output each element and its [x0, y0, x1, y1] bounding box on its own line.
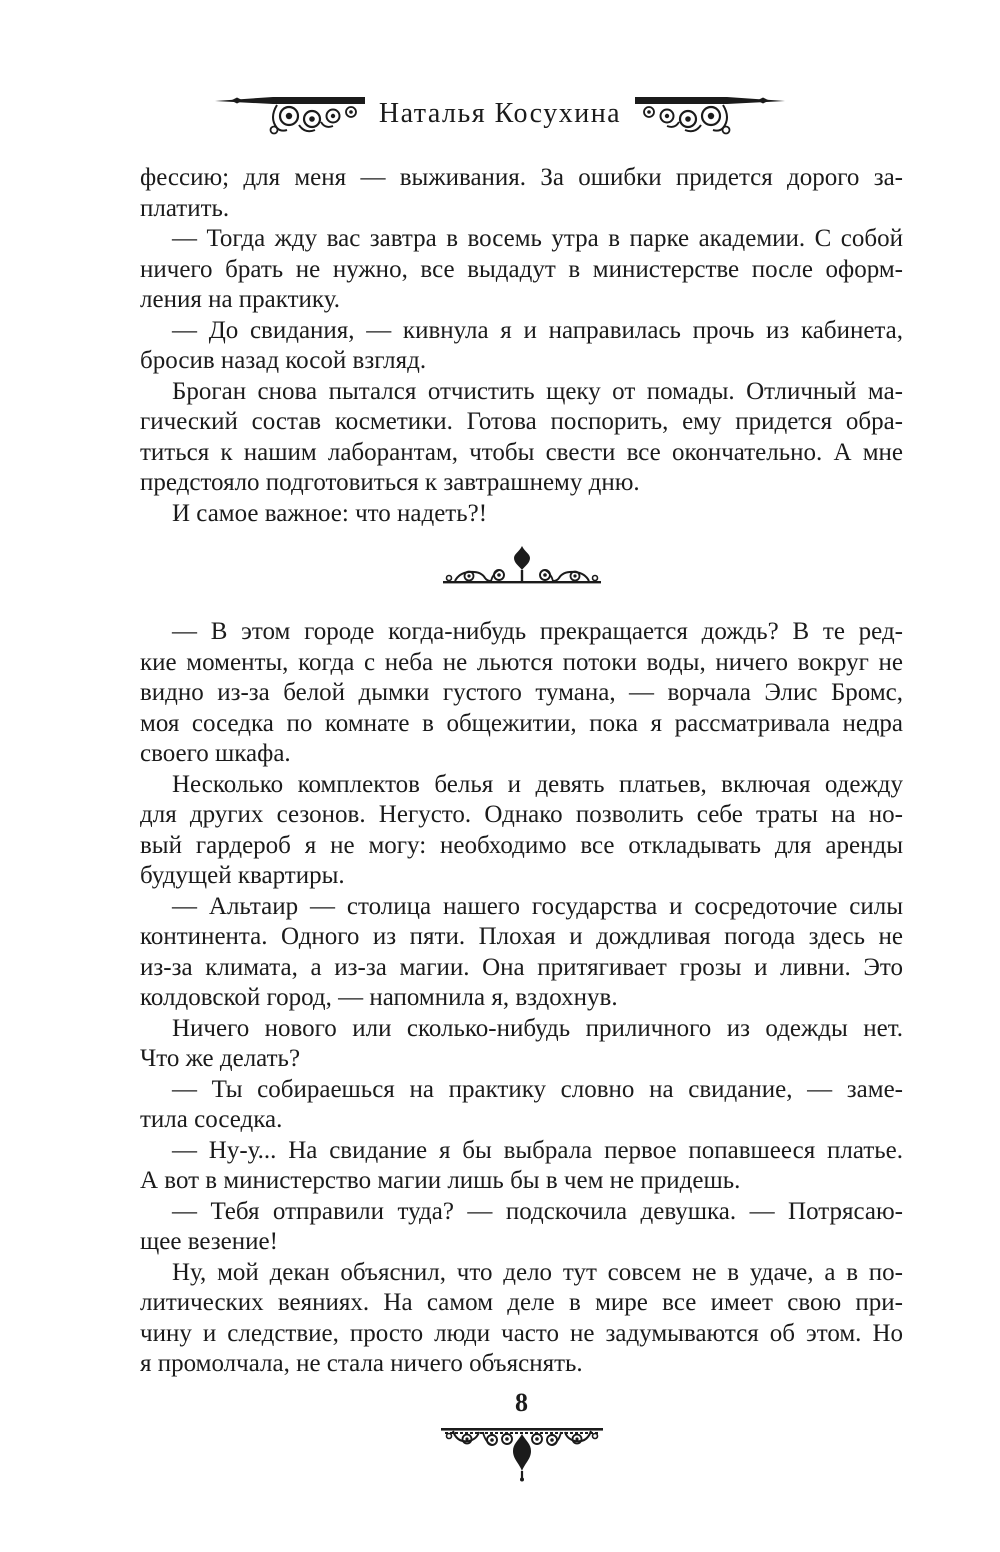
text-line: видно из-за белой дымки густого тумана, — ворчала Элис Бромс,	[140, 679, 903, 706]
text-line: из-за климата, а из-за магии. Она притягивает грозы и ливни. Это	[140, 953, 903, 981]
text-line: литических веяниях. На самом деле в мире все имеет свою при-	[140, 1289, 903, 1316]
page-number: 8	[515, 1387, 528, 1417]
paragraph	[140, 499, 903, 530]
text-line: — Тебя отправили туда? — подскочила девушка. — Потрясаю-	[172, 1197, 903, 1225]
text-line: бросив назад косой взгляд.	[140, 347, 427, 374]
text-line: титься к нашим лаборантам, чтобы свести все окончательно. А мне	[140, 438, 903, 466]
paragraph	[140, 1136, 903, 1197]
text-line: А вот в министерство магии лишь бы в чем не придешь.	[140, 1167, 741, 1194]
text-line: чину и следствие, просто люди часто не задумываются об этом. Но	[140, 1319, 903, 1347]
text-line: ничего брать не нужно, все выдадут в министерстве после оформ-	[140, 255, 903, 283]
text-line: Несколько комплектов белья и девять платьев, включая одежду	[172, 770, 903, 798]
text-line: Броган снова пытался отчистить щеку от помады. Отличный ма-	[172, 377, 903, 405]
text-line: кие моменты, когда с неба не льются потоки воды, ничего вокруг не	[140, 648, 903, 676]
text-line: вый гардероб я не могу: необходимо все откладывать для аренды	[140, 831, 903, 859]
text-line: — До свидания, — кивнула я и направилась прочь из кабинета,	[172, 316, 903, 344]
text-line: щее везение!	[140, 1228, 278, 1255]
text-line: гический состав косметики. Готова поспорить, ему придется обра-	[140, 408, 903, 435]
text-line: — Ну-у... На свидание я бы выбрала первое попавшееся платье.	[172, 1136, 903, 1164]
text-line: — Альтаир — столица нашего государства и сосредоточие силы	[172, 892, 903, 920]
paragraph	[140, 377, 903, 499]
footer-ornament-icon	[437, 1420, 607, 1484]
text-line: — Тогда жду вас завтра в восемь утра в парке академии. С собой	[172, 225, 903, 252]
paragraph	[140, 892, 903, 1014]
text-line: колдовской город, — напомнила я, вздохнув.	[140, 984, 618, 1011]
text-line: — Ты собираешься на практику словно на свидание, — заме-	[172, 1075, 903, 1103]
header-ornament-right-icon	[635, 92, 785, 136]
text-line: Ну, мой декан объяснил, что дело тут совсем не в удаче, а в по-	[172, 1258, 903, 1286]
text-line: предстояло подготовиться к завтрашнему дню.	[140, 469, 640, 496]
paragraph	[140, 163, 903, 224]
paragraph	[140, 1258, 903, 1380]
text-line: Что же делать?	[140, 1045, 301, 1072]
text-line: платить.	[140, 194, 230, 222]
section-divider	[140, 545, 903, 597]
author-name: Наталья Косухина	[378, 98, 622, 129]
paragraph	[140, 224, 903, 316]
text-block	[140, 163, 903, 1484]
text-line: Ничего нового или сколько-нибудь приличного из одежды нет.	[172, 1014, 903, 1042]
text-line: — В этом городе когда-нибудь прекращается дождь? В те ред-	[172, 618, 903, 645]
text-line: для других сезонов. Негусто. Однако позволить себе траты на но-	[140, 801, 903, 828]
paragraph	[140, 770, 903, 892]
text-line: своего шкафа.	[140, 740, 291, 767]
text-line: тила соседка.	[140, 1106, 283, 1133]
section-divider-icon	[437, 545, 607, 597]
paragraph	[140, 1197, 903, 1258]
text-line: фессию; для меня — выживания. За ошибки придется дорого за-	[140, 164, 903, 191]
paragraph	[140, 617, 903, 770]
text-line: И самое важное: что надеть?!	[172, 499, 488, 527]
text-line: ления на практику.	[140, 286, 340, 313]
header-ornament-left-icon	[215, 92, 365, 136]
text-line: моя соседка по комнате в общежитии, пока я рассматривала недра	[140, 709, 903, 737]
paragraph	[140, 316, 903, 377]
running-head	[0, 92, 1000, 136]
paragraph	[140, 1075, 903, 1136]
text-line: континента. Одного из пяти. Плохая и дождливая погода здесь не	[140, 923, 903, 950]
text-line: я промолчала, не стала ничего объяснять.	[140, 1350, 583, 1377]
text-line: будущей квартиры.	[140, 862, 345, 889]
footer-ornament	[140, 1420, 903, 1484]
paragraph	[140, 1014, 903, 1075]
